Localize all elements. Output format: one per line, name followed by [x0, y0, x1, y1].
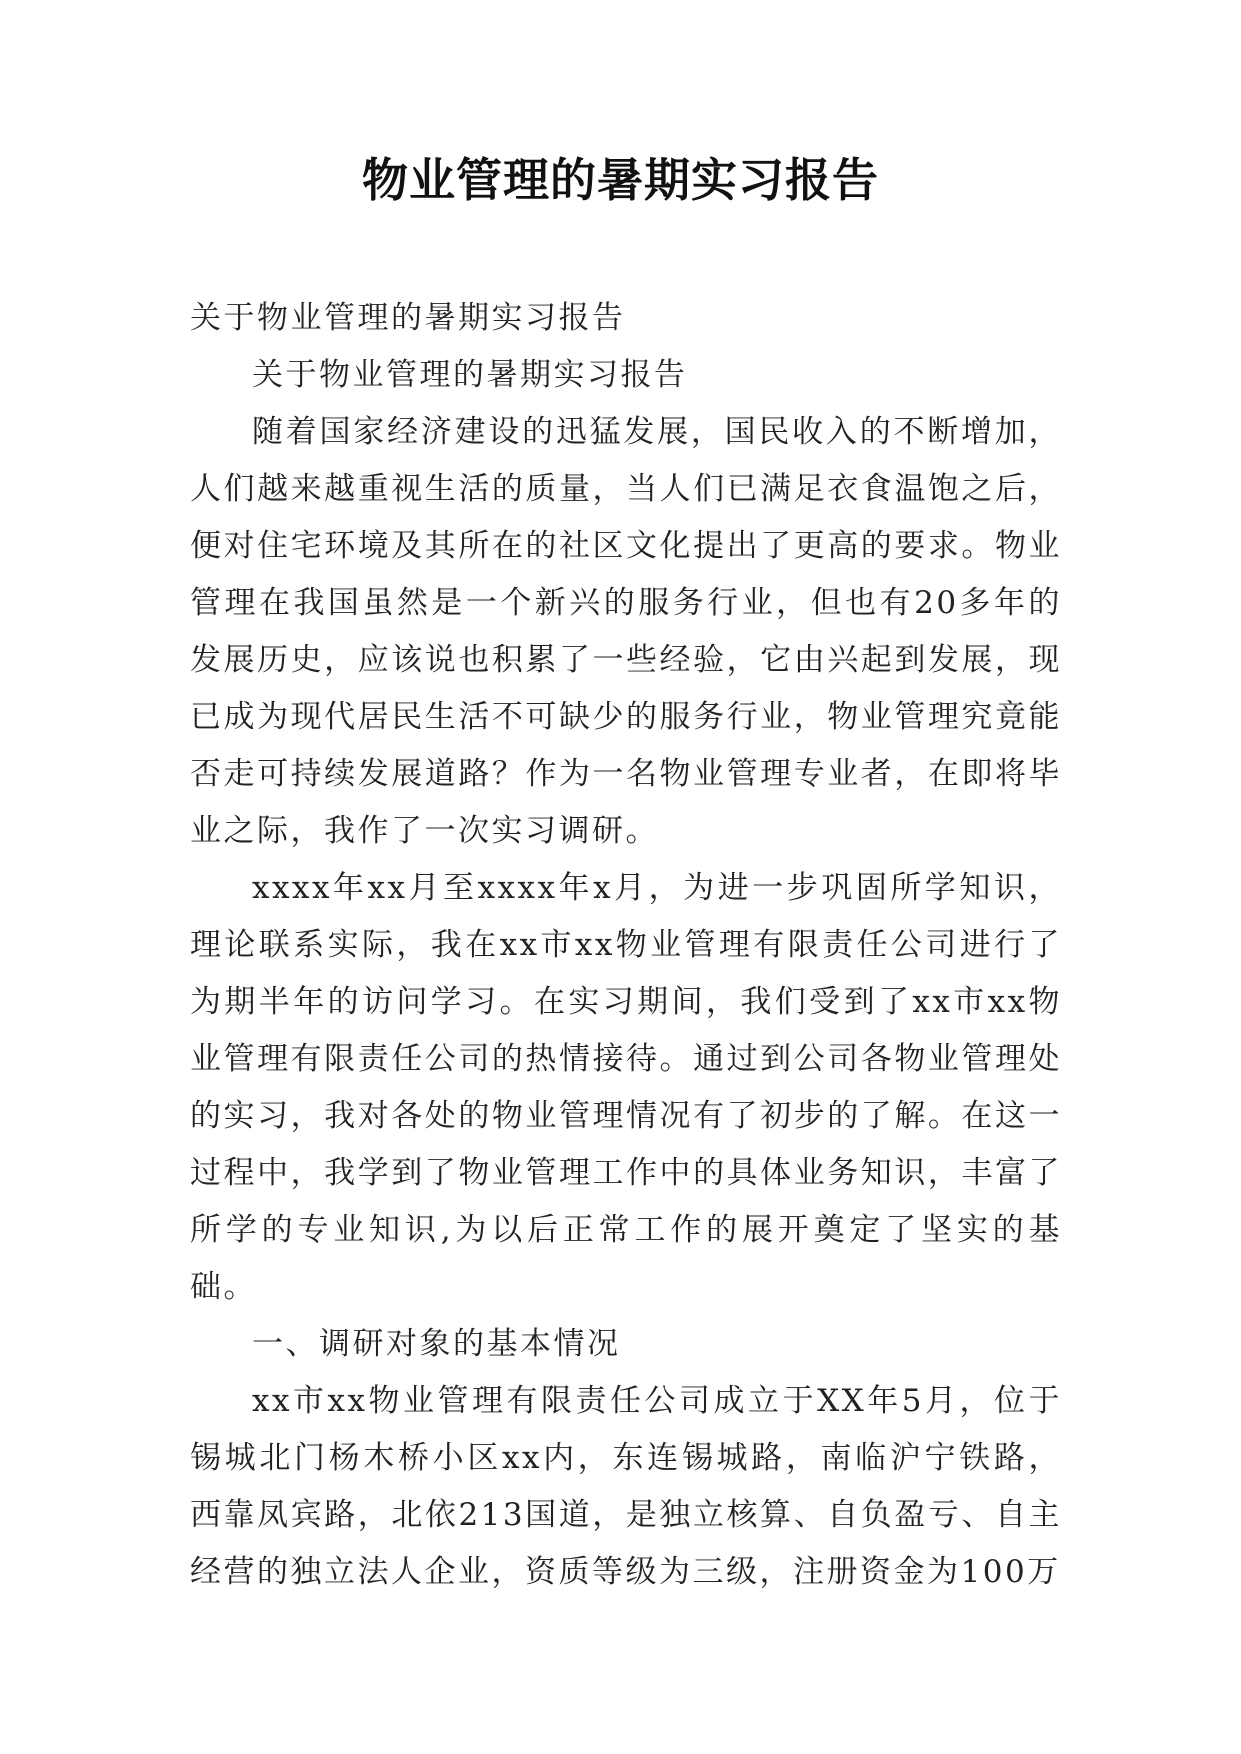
paragraph-intro: 随着国家经济建设的迅猛发展，国民收入的不断增加，人们越来越重视生活的质量，当人们已满足衣食温饱之后，便对住宅环境及其所在的社区文化提出了更高的要求。物业管理在我国虽然是一个新兴的服务行业，但也有20多年的发展历史，应该说也积累了一些经验，它由兴起到发展，现已成为现代居民生活不可缺少的服务行业，物业管理究竟能否走可持续发展道路？作为一名物业管理专业者，在即将毕业之际，我作了一次实习调研。: [190, 414, 1062, 849]
document-title: 物业管理的暑期实习报告: [362, 153, 879, 207]
paragraph-internship: xxxx年xx月至xxxx年x月，为进一步巩固所学知识，理论联系实际，我在xx市xx物业管理有限责任公司进行了为期半年的访问学习。在实习期间，我们受到了xx市xx物业管理有限责任公司的热情接待。通过到公司各物业管理处的实习，我对各处的物业管理情况有了初步的了解。在这一过程中，我学到了物业管理工作中的具体业务知识，丰富了所学的专业知识,为以后正常工作的展开奠定了坚实的基础。: [190, 870, 1062, 1305]
paragraph-subtitle: 关于物业管理的暑期实习报告: [190, 300, 626, 336]
paragraph-company-info: xx市xx物业管理有限责任公司成立于XX年5月，位于锡城北门杨木桥小区xx内，东连锡城路，南临沪宁铁路，西靠凤宾路，北依213国道，是独立核算、自负盈亏、自主经营的独立法人企业，资质等级为三级，注册资金为100万: [190, 1383, 1062, 1590]
paragraph-heading: 关于物业管理的暑期实习报告: [252, 357, 688, 393]
section-heading-1: 一、调研对象的基本情况: [252, 1326, 621, 1362]
document-body: [190, 290, 1062, 1601]
